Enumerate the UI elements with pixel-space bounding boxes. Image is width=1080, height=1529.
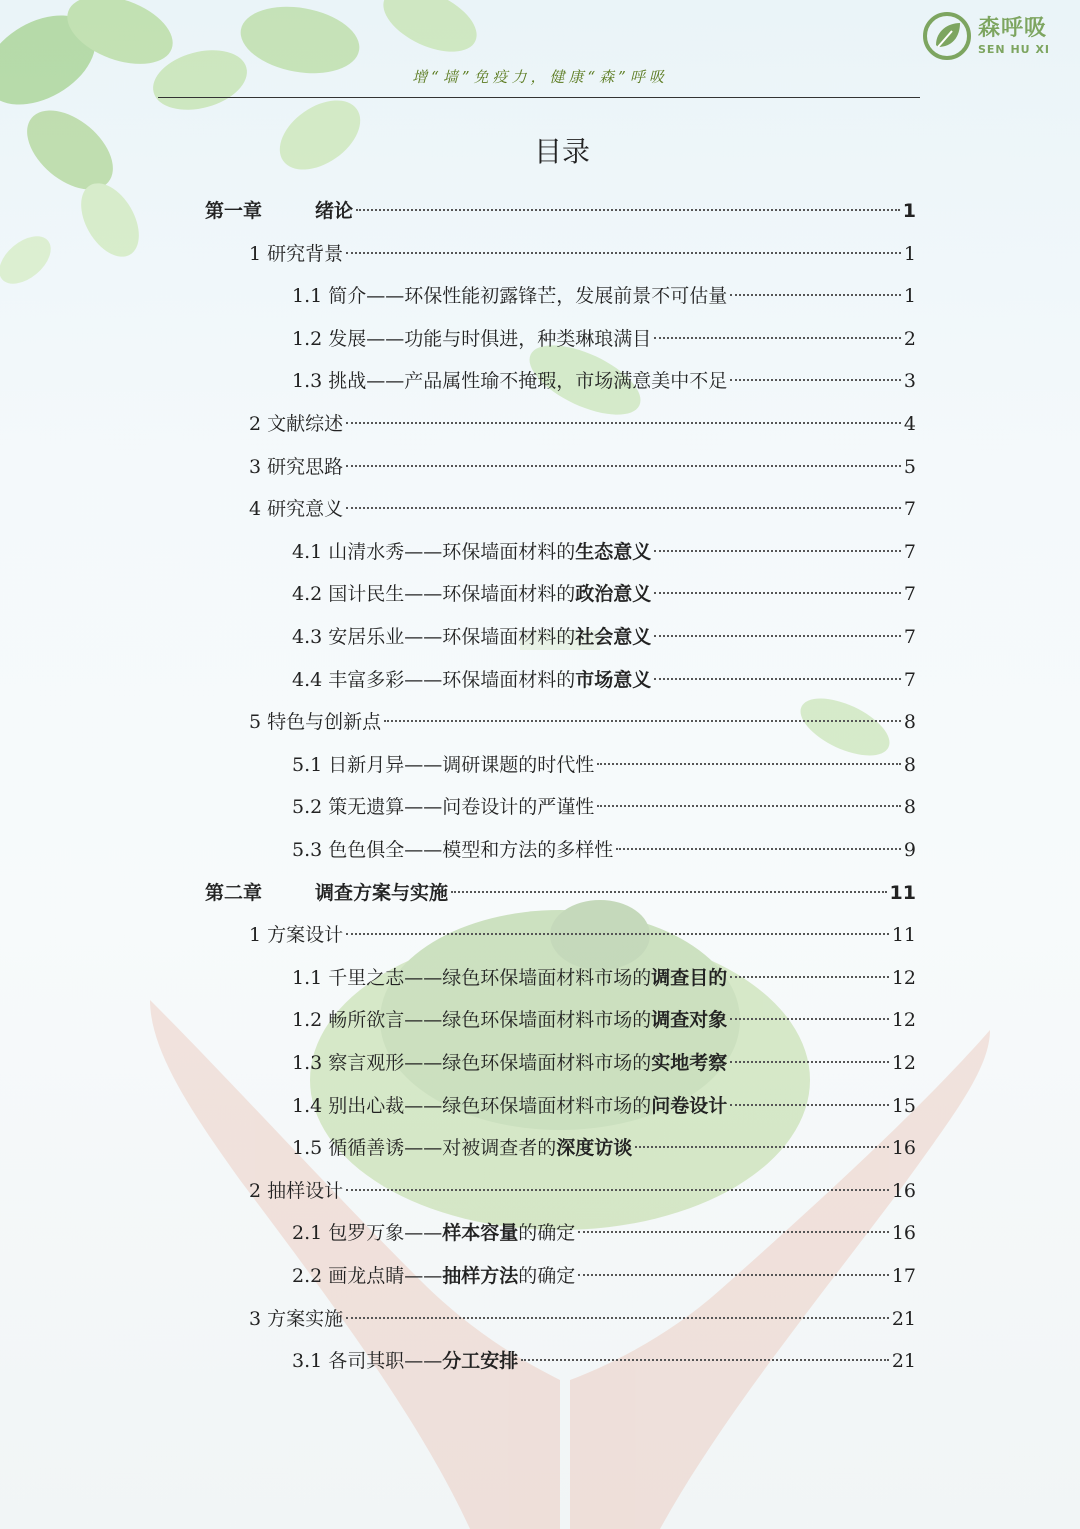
toc-entry[interactable] (292, 744, 916, 786)
toc-entry-text: 1.5 循循善诱——对被调查者的 (292, 1137, 557, 1160)
toc-entry-text: 1 方案设计 (249, 924, 344, 947)
toc-entry-text: 1.2 畅所欲言——绿色环保墙面材料市场的 (292, 1009, 652, 1032)
toc-entry-label (249, 233, 343, 275)
toc-entry-text: 5.3 色色俱全——模型和方法的多样性 (292, 839, 614, 861)
toc-page-number: 8 (903, 753, 916, 776)
toc-entry-text: 绪论 (315, 200, 354, 222)
toc-page-number: 7 (903, 668, 916, 691)
toc-page-number: 7 (903, 540, 916, 563)
toc-entry[interactable] (292, 999, 916, 1041)
toc-entry-label (292, 744, 594, 786)
toc-page-number: 11 (889, 881, 916, 904)
toc-entry[interactable] (249, 914, 916, 956)
toc-entry[interactable] (205, 872, 916, 914)
toc-leader-dots (730, 1018, 889, 1020)
toc-entry-text: 4.2 国计民生——环保墙面材料的 (292, 583, 576, 606)
toc-entry[interactable] (249, 701, 916, 743)
toc-page-number: 8 (903, 711, 916, 734)
toc-entry-label (249, 446, 343, 488)
toc-chapter-number: 第二章 (205, 881, 263, 904)
toc-page-number: 12 (891, 966, 916, 989)
toc-entry[interactable] (292, 1255, 916, 1297)
toc-entry-label (292, 1085, 727, 1127)
toc-entry[interactable] (292, 1127, 916, 1169)
toc-entry-emphasis: 样本容量 (442, 1222, 519, 1245)
toc-leader-dots (451, 891, 887, 893)
toc-entry[interactable] (292, 1340, 916, 1382)
toc-entry[interactable] (249, 403, 916, 445)
toc-page-number: 4 (903, 413, 916, 435)
toc-entry-label (292, 786, 594, 828)
toc-entry[interactable] (292, 1212, 916, 1254)
toc-entry[interactable] (249, 233, 916, 275)
toc-entry[interactable] (292, 360, 916, 402)
toc-leader-dots (346, 507, 901, 509)
toc-entry-label (292, 999, 727, 1041)
leaf-logo-icon (922, 11, 972, 61)
toc-entry-label (292, 275, 727, 317)
toc-page-number: 8 (903, 796, 916, 819)
toc-entry-text: 1.3 挑战——产品属性瑜不掩瑕，市场满意美中不足 (292, 370, 728, 393)
toc-entry-text: 1.1 简介——环保性能初露锋芒，发展前景不可估量 (292, 285, 728, 308)
toc-entry-label (205, 872, 448, 914)
toc-leader-dots (578, 1274, 889, 1276)
toc-page-number: 1 (903, 242, 916, 265)
toc-entry[interactable] (292, 616, 916, 658)
toc-leader-dots (346, 1317, 889, 1319)
toc-entry-label (292, 1255, 575, 1297)
toc-page-number: 7 (903, 626, 916, 648)
toc-leader-dots (654, 678, 901, 680)
toc-entry-label (249, 701, 381, 743)
toc-entry[interactable] (292, 531, 916, 573)
toc-entry-suffix: 的确定 (518, 1265, 576, 1287)
toc-page-number: 3 (903, 370, 916, 393)
toc-entry-text: 3 方案实施 (249, 1307, 344, 1330)
brand-name: 森呼吸 (978, 15, 1048, 41)
toc-entry-text: 1.1 千里之志——绿色环保墙面材料市场的 (292, 966, 652, 989)
toc-entry-label (249, 1170, 343, 1212)
toc-page-number: 16 (891, 1137, 916, 1160)
toc-entry[interactable] (292, 957, 916, 999)
toc-leader-dots (730, 976, 889, 978)
toc-entry-text: 3 研究思路 (249, 455, 344, 478)
toc-page-number: 11 (891, 924, 916, 947)
toc-entry-emphasis: 生态意义 (575, 540, 652, 563)
toc-entry-label (292, 1127, 632, 1169)
toc-entry-text: 2.1 包罗万象—— (292, 1222, 443, 1245)
toc-entry-text: 4.4 丰富多彩——环保墙面材料的 (292, 668, 576, 691)
page-title: 目录 (533, 135, 590, 168)
toc-page-number: 7 (903, 583, 916, 606)
toc-leader-dots (730, 1104, 889, 1106)
toc-entry[interactable] (292, 659, 916, 701)
toc-entry[interactable] (249, 1170, 916, 1212)
toc-leader-dots (730, 294, 901, 296)
toc-entry-text: 2.2 画龙点睛—— (292, 1265, 443, 1287)
toc-entry-text: 3.1 各司其职—— (292, 1350, 443, 1373)
toc-page-number: 16 (891, 1179, 916, 1202)
toc-entry-label (292, 318, 651, 360)
toc-entry-emphasis: 抽样方法 (442, 1265, 519, 1287)
toc-page-number: 5 (903, 455, 916, 478)
toc-leader-dots (730, 1061, 889, 1063)
toc-entry-emphasis: 社会意义 (575, 626, 652, 648)
toc-entry[interactable] (249, 1298, 916, 1340)
toc-leader-dots (597, 763, 901, 765)
toc-entry-label (292, 1212, 575, 1254)
toc-entry-text: 5.1 日新月异——调研课题的时代性 (292, 753, 595, 776)
brand-logo (922, 10, 1062, 62)
toc-entry-label (292, 1042, 727, 1084)
header-divider (158, 97, 920, 98)
toc-leader-dots (654, 337, 901, 339)
toc-entry-emphasis: 分工安排 (442, 1350, 519, 1373)
toc-page-number: 17 (891, 1265, 916, 1287)
toc-leader-dots (346, 422, 901, 424)
toc-entry-emphasis: 市场意义 (575, 668, 652, 691)
toc-entry-text: 1.3 察言观形——绿色环保墙面材料市场的 (292, 1052, 652, 1074)
toc-page-number: 1 (902, 200, 916, 222)
toc-page-number: 12 (891, 1052, 916, 1074)
toc-entry-text: 调查方案与实施 (315, 881, 449, 904)
toc-entry-text: 5.2 策无遗算——问卷设计的严谨性 (292, 796, 595, 819)
toc-leader-dots (384, 720, 901, 722)
toc-entry-label (292, 957, 727, 999)
toc-entry-emphasis: 调查目的 (651, 966, 728, 989)
toc-entry-text: 2 抽样设计 (249, 1179, 344, 1202)
toc-entry[interactable] (205, 190, 916, 232)
toc-entry-label (249, 1298, 343, 1340)
toc-entry-label (249, 488, 343, 530)
toc-leader-dots (346, 465, 901, 467)
toc-page-number: 12 (891, 1009, 916, 1032)
toc-leader-dots (654, 635, 901, 637)
toc-entry-emphasis: 问卷设计 (651, 1094, 728, 1117)
toc-page-number: 15 (891, 1094, 916, 1117)
toc-page-number: 9 (903, 839, 916, 861)
toc-entry-label (292, 659, 651, 701)
toc-page-number: 7 (903, 498, 916, 521)
toc-leader-dots (521, 1359, 889, 1361)
toc-entry-label (292, 531, 651, 573)
toc-page-number: 1 (903, 285, 916, 308)
toc-entry[interactable] (292, 318, 916, 360)
toc-entry[interactable] (292, 573, 916, 615)
toc-entry[interactable] (292, 1042, 916, 1084)
toc-entry-label (249, 403, 343, 445)
toc-entry-text: 1.2 发展——功能与时俱进，种类琳琅满目 (292, 327, 652, 350)
toc-entry-label (292, 573, 651, 615)
toc-leader-dots (346, 933, 889, 935)
toc-leader-dots (578, 1231, 889, 1233)
header-slogan: 增“墙”免疫力，健康“森”呼吸 (412, 68, 668, 86)
brand-name-en: SEN HU XI (978, 42, 1051, 56)
toc-entry[interactable] (249, 446, 916, 488)
toc-leader-dots (356, 209, 900, 211)
toc-entry-text: 1.4 别出心裁——绿色环保墙面材料市场的 (292, 1094, 652, 1117)
toc-entry[interactable] (292, 1085, 916, 1127)
toc-entry-text: 1 研究背景 (249, 242, 344, 265)
toc-entry-text: 4.3 安居乐业——环保墙面材料的 (292, 626, 576, 648)
toc-entry-emphasis: 政治意义 (575, 583, 652, 606)
toc-entry-text: 2 文献综述 (249, 413, 344, 435)
toc-entry-text: 5 特色与创新点 (249, 711, 382, 734)
toc-entry-emphasis: 深度访谈 (556, 1137, 633, 1160)
toc-leader-dots (635, 1146, 889, 1148)
toc-page-number: 21 (891, 1350, 916, 1373)
toc-entry-label (292, 1340, 518, 1382)
toc-leader-dots (346, 252, 901, 254)
toc-entry[interactable] (292, 786, 916, 828)
toc-entry-label (292, 360, 727, 402)
toc-entry-label (249, 914, 343, 956)
toc-page-number: 21 (891, 1307, 916, 1330)
toc-page-number: 2 (903, 327, 916, 350)
toc-entry-suffix: 的确定 (518, 1222, 576, 1245)
toc-entry[interactable] (292, 275, 916, 317)
toc-leader-dots (654, 592, 901, 594)
toc-page-number: 16 (891, 1222, 916, 1245)
toc-entry[interactable] (292, 829, 916, 871)
toc-entry-label (292, 616, 651, 658)
toc-leader-dots (597, 805, 901, 807)
toc-leader-dots (346, 1189, 889, 1191)
toc-leader-dots (616, 848, 901, 850)
toc-entry-emphasis: 调查对象 (651, 1009, 728, 1032)
toc-entry-emphasis: 实地考察 (651, 1052, 728, 1074)
toc-entry[interactable] (249, 488, 916, 530)
toc-chapter-number: 第一章 (205, 200, 263, 222)
toc-entry-text: 4 研究意义 (249, 498, 344, 521)
toc-entry-label (205, 190, 353, 232)
toc-entry-label (292, 829, 613, 871)
toc-leader-dots (654, 550, 901, 552)
toc-leader-dots (730, 379, 901, 381)
toc-entry-text: 4.1 山清水秀——环保墙面材料的 (292, 540, 576, 563)
